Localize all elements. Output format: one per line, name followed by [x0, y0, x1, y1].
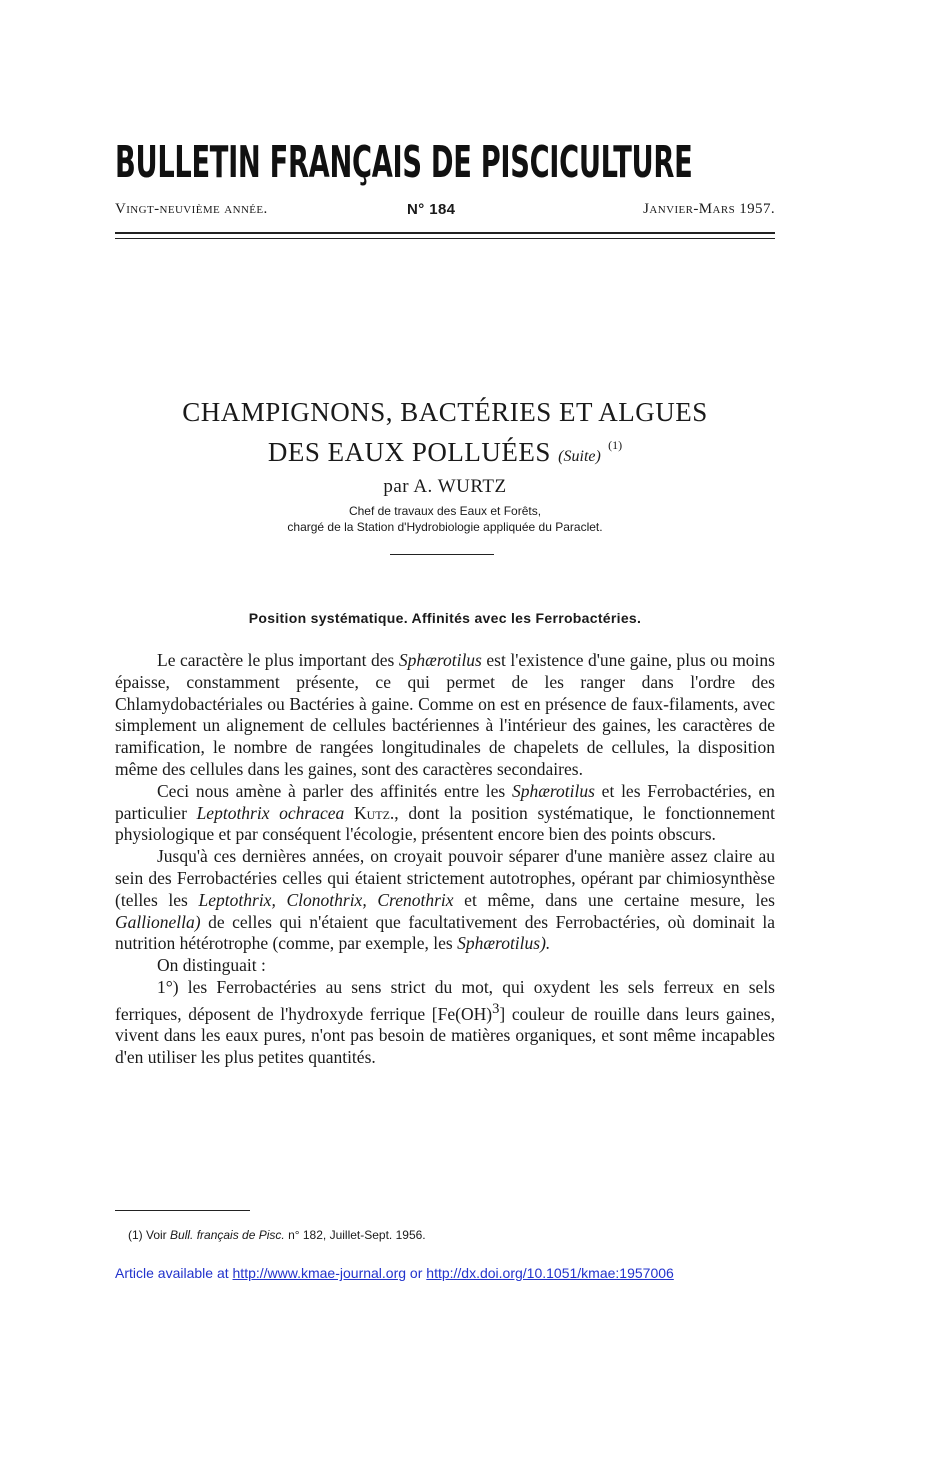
footnote-text-c: n° 182, Juillet-Sept. 1956. [284, 1228, 426, 1242]
author-affiliation [115, 503, 775, 535]
paragraph-3 [115, 846, 775, 955]
year-label: Vingt-neuvième année. [115, 201, 268, 217]
p3-genus-gallionella: Gallionella) [115, 911, 201, 932]
availability-line [115, 1265, 674, 1281]
p2-author: Kutz. [353, 802, 395, 823]
issue-number: N° 184 [407, 201, 456, 218]
suite-label: (Suite) [558, 448, 601, 465]
p3-text-e: de celles qui n'étaient que facultativement des Ferrobactéries, où dominait la nutrition hétérotrophe (comme, par exemple, les [115, 911, 775, 954]
issue-date: Janvier-Mars 1957. [643, 201, 775, 217]
p3-genus-sphaerotilus: Sphærotilus). [457, 933, 551, 954]
paragraph-5 [115, 977, 775, 1069]
masthead-double-rule [115, 232, 775, 239]
footnote-journal: Bull. français de Pisc. [170, 1228, 285, 1242]
availability-prefix: Article available at [115, 1265, 233, 1281]
p2-text-a: Ceci nous amène à parler des affinités entre les [157, 780, 512, 801]
title-line-1: CHAMPIGNONS, BACTÉRIES ET ALGUES [182, 397, 708, 427]
affiliation-line-1: Chef de travaux des Eaux et Forêts, [348, 504, 542, 518]
p1-text-c: est l'existence d'une gaine, plus ou moins épaisse, constamment présente, ce qui permet de les ranger dans l'ordre des Chlamydobactériales ou Bactéries à gaine. Comme on est en présence de faux-filaments, avec simplement un alignement de cellules bactériennes à l'intérieur des gaines, les caractères de ramification, le nombre de rangées longitudinales de chapelets de cellules, la disposition même des cellules dans les gaines, sont des caractères secondaires. [115, 650, 775, 779]
title-line-2-text: DES EAUX POLLUÉES [267, 437, 551, 467]
masthead [115, 133, 775, 218]
p5-text-b: ] couleur de rouille dans leurs gaines, vivent dans les eaux pures, n'ont pas besoin de matières organiques, et sont même incapables d'en utiliser les plus petites quantités. [115, 1003, 775, 1068]
p3-text-c: et même, dans une certaine mesure, les [453, 889, 775, 910]
p1-genus: Sphærotilus [398, 650, 482, 670]
availability-or: or [406, 1265, 427, 1281]
p5-superscript: 3 [492, 1000, 500, 1017]
p3-text-a: Jusqu'à ces dernières années, on croyait pouvoir séparer d'une manière assez claire au sein des Ferrobactéries celles qui étaient strictement autotrophes, opérant par chimiosynthèse (telles les [115, 846, 775, 910]
p2-text-f: , dont la position systématique, le fonctionnement physiologique et par conséquent l'écologie, présentent encore bien des points obscurs. [115, 802, 776, 845]
article-body [115, 650, 775, 1069]
doi-link[interactable]: http://dx.doi.org/10.1051/kmae:1957006 [426, 1265, 674, 1281]
p2-genus: Sphærotilus [511, 780, 595, 801]
p2-text-c: et les Ferrobactéries, en particulier [115, 780, 775, 823]
paragraph-1 [115, 650, 775, 781]
footnote-ref: (1) [608, 438, 623, 452]
p5-text-a: 1°) les Ferrobactéries au sens strict du mot, qui oxydent les sels ferreux en sels ferriques, déposent de l'hydroxyde ferrique [Fe(OH) [115, 976, 775, 1024]
p3-genera: Leptothrix, Clonothrix, Crenothrix [198, 889, 454, 910]
paragraph-4: On distinguait : [157, 955, 266, 976]
journal-title: BULLETIN FRANÇAIS DE PISCICULTURE [115, 137, 693, 188]
footnote-text-a: (1) Voir [128, 1228, 171, 1242]
footnote-rule [115, 1210, 250, 1211]
p1-text-a: Le caractère le plus important des [157, 650, 399, 670]
section-heading: Position systématique. Affinités avec les Ferrobactéries. [248, 610, 642, 626]
article-title [115, 396, 775, 473]
author-byline: par A. WURTZ [383, 476, 507, 497]
title-line-2 [115, 429, 775, 473]
footnote [128, 1228, 426, 1242]
p2-species: Leptothrix ochracea [196, 802, 345, 823]
paragraph-2 [115, 781, 775, 846]
title-divider [390, 554, 494, 555]
journal-link[interactable]: http://www.kmae-journal.org [232, 1265, 407, 1281]
affiliation-line-2: chargé de la Station d'Hydrobiologie appliquée du Paraclet. [287, 520, 603, 534]
